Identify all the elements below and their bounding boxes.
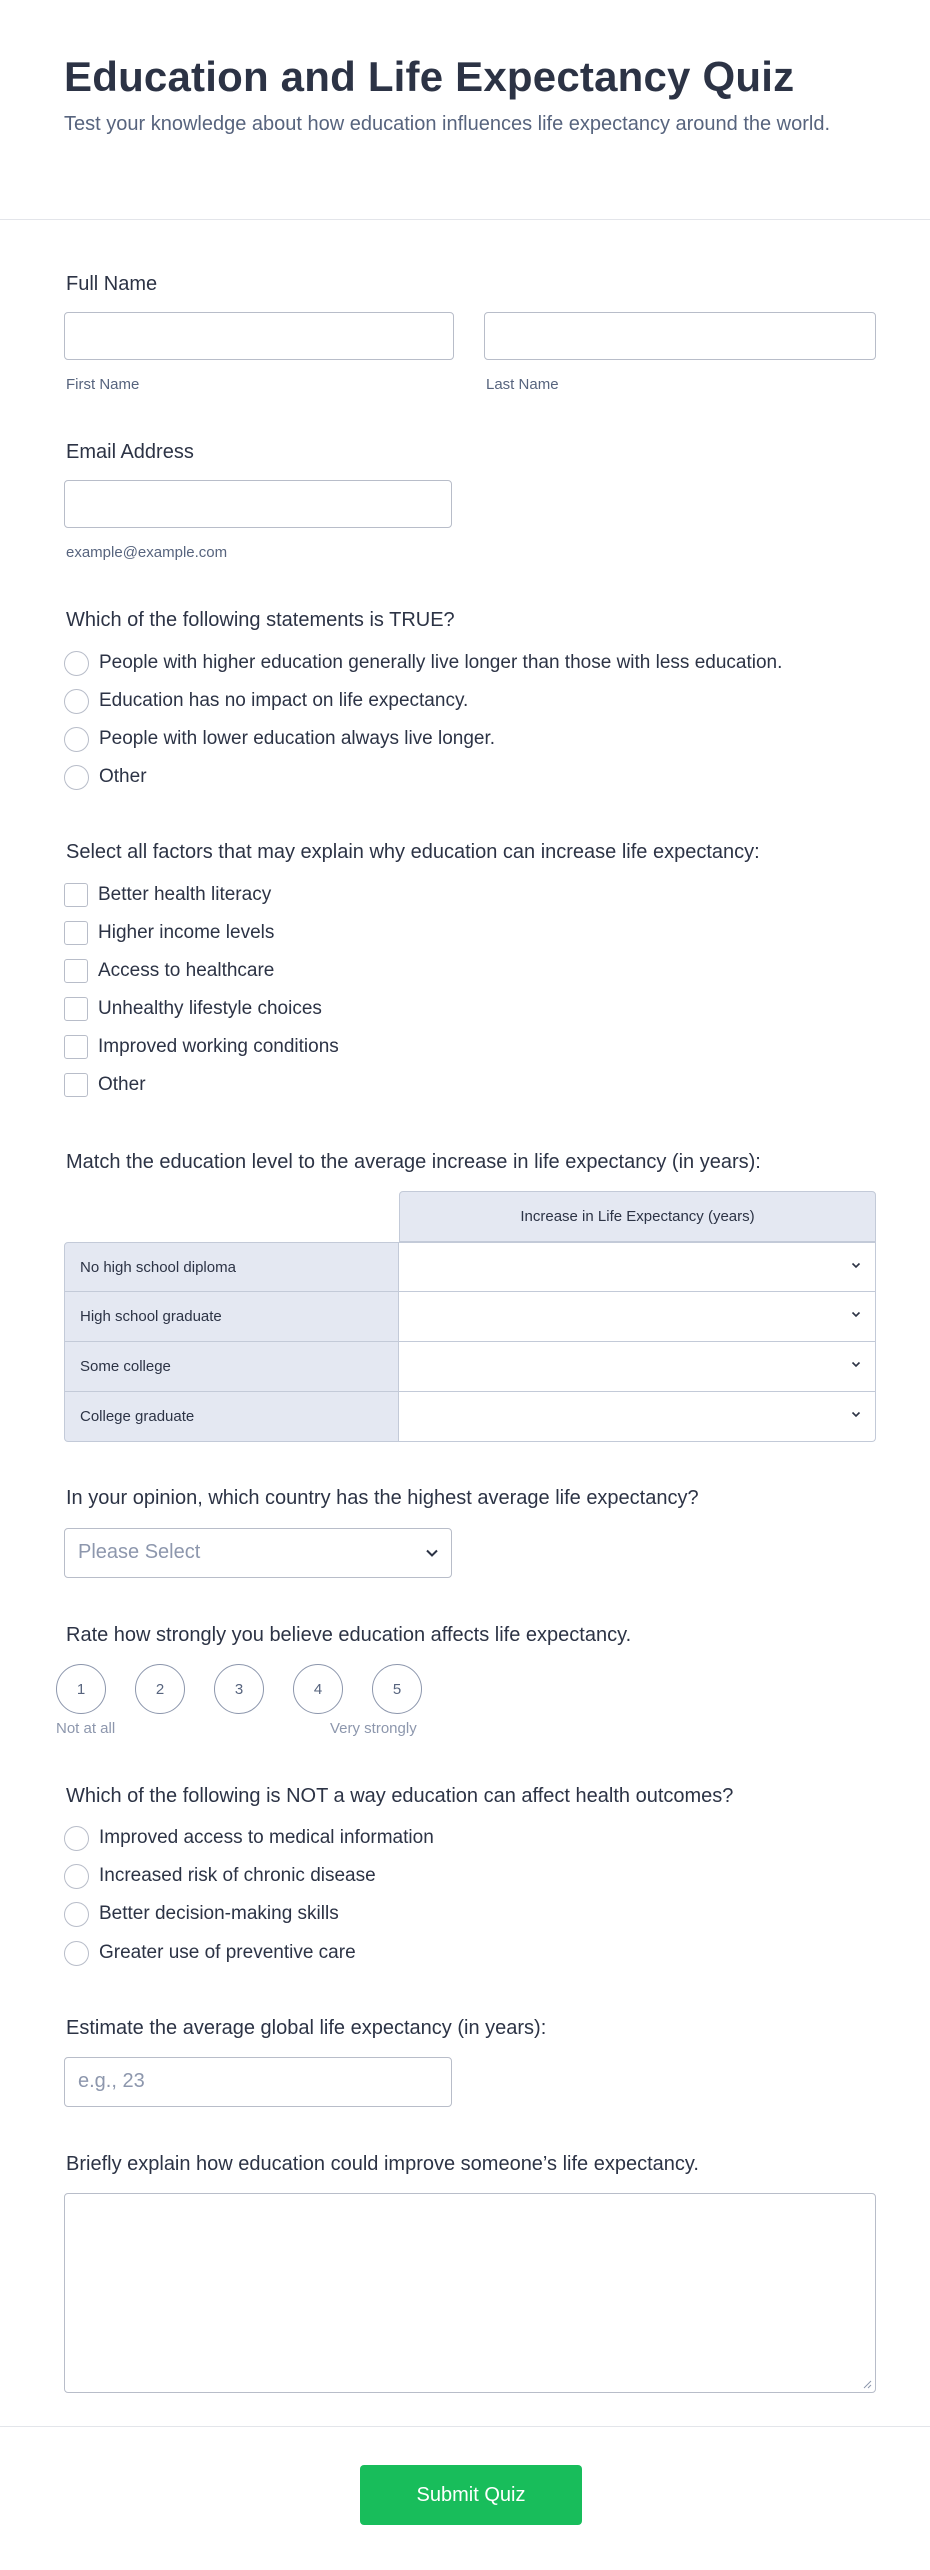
matrix-row-label: Some college — [64, 1342, 399, 1392]
checkbox[interactable] — [64, 959, 88, 983]
chevron-down-icon — [851, 1260, 861, 1270]
not-way-question — [64, 1782, 733, 1810]
radio-button[interactable] — [64, 765, 89, 790]
checkbox-option[interactable] — [64, 1071, 146, 1099]
option-label: Higher income levels — [98, 922, 275, 943]
country-question — [64, 1484, 699, 1512]
radio-button[interactable] — [64, 1902, 89, 1927]
radio-option[interactable] — [64, 763, 147, 791]
matrix-row — [64, 1342, 876, 1392]
matrix-dropdown[interactable] — [399, 1242, 876, 1292]
matrix-row-label: No high school diploma — [64, 1242, 399, 1292]
estimate-input[interactable] — [64, 2057, 452, 2107]
chevron-down-icon — [425, 1547, 439, 1559]
radio-button[interactable] — [64, 651, 89, 676]
checkbox[interactable] — [64, 1073, 88, 1097]
matrix-row-label: High school graduate — [64, 1292, 399, 1342]
true-statement-label: Which of the following statements is TRUE? — [66, 609, 455, 631]
rating-high-caption: Very strongly — [330, 1720, 417, 1737]
form-footer — [0, 2426, 930, 2570]
explain-textarea[interactable] — [64, 2193, 876, 2393]
option-label: Unhealthy lifestyle choices — [98, 998, 322, 1019]
radio-button[interactable] — [64, 689, 89, 714]
checkbox-option[interactable] — [64, 957, 274, 985]
radio-option[interactable] — [64, 725, 495, 753]
matrix-column-header: Increase in Life Expectancy (years) — [399, 1191, 876, 1242]
true-statement-question — [64, 606, 455, 634]
checkbox[interactable] — [64, 997, 88, 1021]
match-label: Match the education level to the average increase in life expectancy (in years): — [66, 1151, 761, 1173]
matrix-row — [64, 1242, 876, 1292]
chevron-down-icon — [851, 1409, 861, 1419]
matrix-dropdown[interactable] — [399, 1392, 876, 1442]
not-way-label: Which of the following is NOT a way education can affect health outcomes? — [66, 1785, 734, 1807]
factors-label: Select all factors that may explain why education can increase life expectancy: — [66, 841, 760, 863]
matrix-row — [64, 1292, 876, 1342]
rating-option-5[interactable]: 5 — [372, 1664, 422, 1714]
option-label: Education has no impact on life expectancy. — [99, 690, 469, 711]
radio-option[interactable] — [64, 649, 782, 677]
form-header — [0, 0, 930, 220]
select-placeholder: Please Select — [78, 1541, 201, 1563]
last-name-input[interactable] — [484, 312, 876, 360]
matrix-row-label: College graduate — [64, 1392, 399, 1442]
email-question — [64, 438, 194, 466]
checkbox-option[interactable] — [64, 881, 271, 909]
submit-button[interactable]: Submit Quiz — [360, 2465, 582, 2525]
option-label: People with lower education always live longer. — [99, 728, 496, 749]
checkbox[interactable] — [64, 883, 88, 907]
matrix-dropdown[interactable] — [399, 1342, 876, 1392]
option-label: Improved working conditions — [98, 1036, 339, 1057]
option-label: Access to healthcare — [98, 960, 275, 981]
first-name-sublabel: First Name — [66, 376, 140, 393]
option-label: Improved access to medical information — [99, 1827, 434, 1848]
explain-label: Briefly explain how education could improve someone’s life expectancy. — [66, 2153, 699, 2175]
email-input[interactable] — [64, 480, 452, 528]
match-question — [64, 1148, 761, 1176]
option-label: Other — [98, 1074, 146, 1095]
radio-option[interactable] — [64, 1824, 434, 1852]
radio-button[interactable] — [64, 1864, 89, 1889]
radio-option[interactable] — [64, 687, 468, 715]
matrix-row — [64, 1392, 876, 1442]
estimate-label: Estimate the average global life expectancy (in years): — [66, 2017, 547, 2039]
radio-option[interactable] — [64, 1900, 339, 1928]
option-label: Better decision-making skills — [99, 1903, 339, 1924]
full-name-label: Full Name — [66, 273, 158, 295]
rating-question — [64, 1621, 631, 1649]
resize-handle-icon[interactable] — [862, 2379, 872, 2389]
chevron-down-icon — [851, 1359, 861, 1369]
checkbox-option[interactable] — [64, 1033, 339, 1061]
option-label: Better health literacy — [98, 884, 272, 905]
email-label: Email Address — [66, 441, 194, 463]
rating-option-3[interactable]: 3 — [214, 1664, 264, 1714]
radio-button[interactable] — [64, 727, 89, 752]
radio-button[interactable] — [64, 1941, 89, 1966]
radio-option[interactable] — [64, 1939, 356, 1967]
first-name-input[interactable] — [64, 312, 454, 360]
option-label: People with higher education generally live longer than those with less education. — [99, 652, 783, 673]
rating-option-1[interactable]: 1 — [56, 1664, 106, 1714]
last-name-sublabel: Last Name — [486, 376, 559, 393]
checkbox[interactable] — [64, 1035, 88, 1059]
option-label: Increased risk of chronic disease — [99, 1865, 376, 1886]
page-subtitle: Test your knowledge about how education influences life expectancy around the world. — [64, 113, 831, 135]
checkbox-option[interactable] — [64, 995, 322, 1023]
full-name-question — [64, 270, 157, 298]
estimate-question — [64, 2014, 546, 2042]
country-label: In your opinion, which country has the highest average life expectancy? — [66, 1487, 699, 1509]
factors-question — [64, 838, 760, 866]
rating-option-2[interactable]: 2 — [135, 1664, 185, 1714]
chevron-down-icon — [851, 1309, 861, 1319]
checkbox[interactable] — [64, 921, 88, 945]
option-label: Other — [99, 766, 147, 787]
country-select[interactable] — [64, 1528, 452, 1578]
page-title: Education and Life Expectancy Quiz — [64, 53, 795, 100]
matrix-dropdown[interactable] — [399, 1292, 876, 1342]
option-label: Greater use of preventive care — [99, 1942, 356, 1963]
rating-label: Rate how strongly you believe education affects life expectancy. — [66, 1624, 632, 1646]
rating-low-caption: Not at all — [56, 1720, 116, 1737]
radio-button[interactable] — [64, 1826, 89, 1851]
explain-question — [64, 2150, 699, 2178]
checkbox-option[interactable] — [64, 919, 274, 947]
rating-option-4[interactable]: 4 — [293, 1664, 343, 1714]
radio-option[interactable] — [64, 1862, 376, 1890]
estimate-placeholder: e.g., 23 — [78, 2070, 145, 2092]
email-sublabel: example@example.com — [66, 544, 228, 561]
